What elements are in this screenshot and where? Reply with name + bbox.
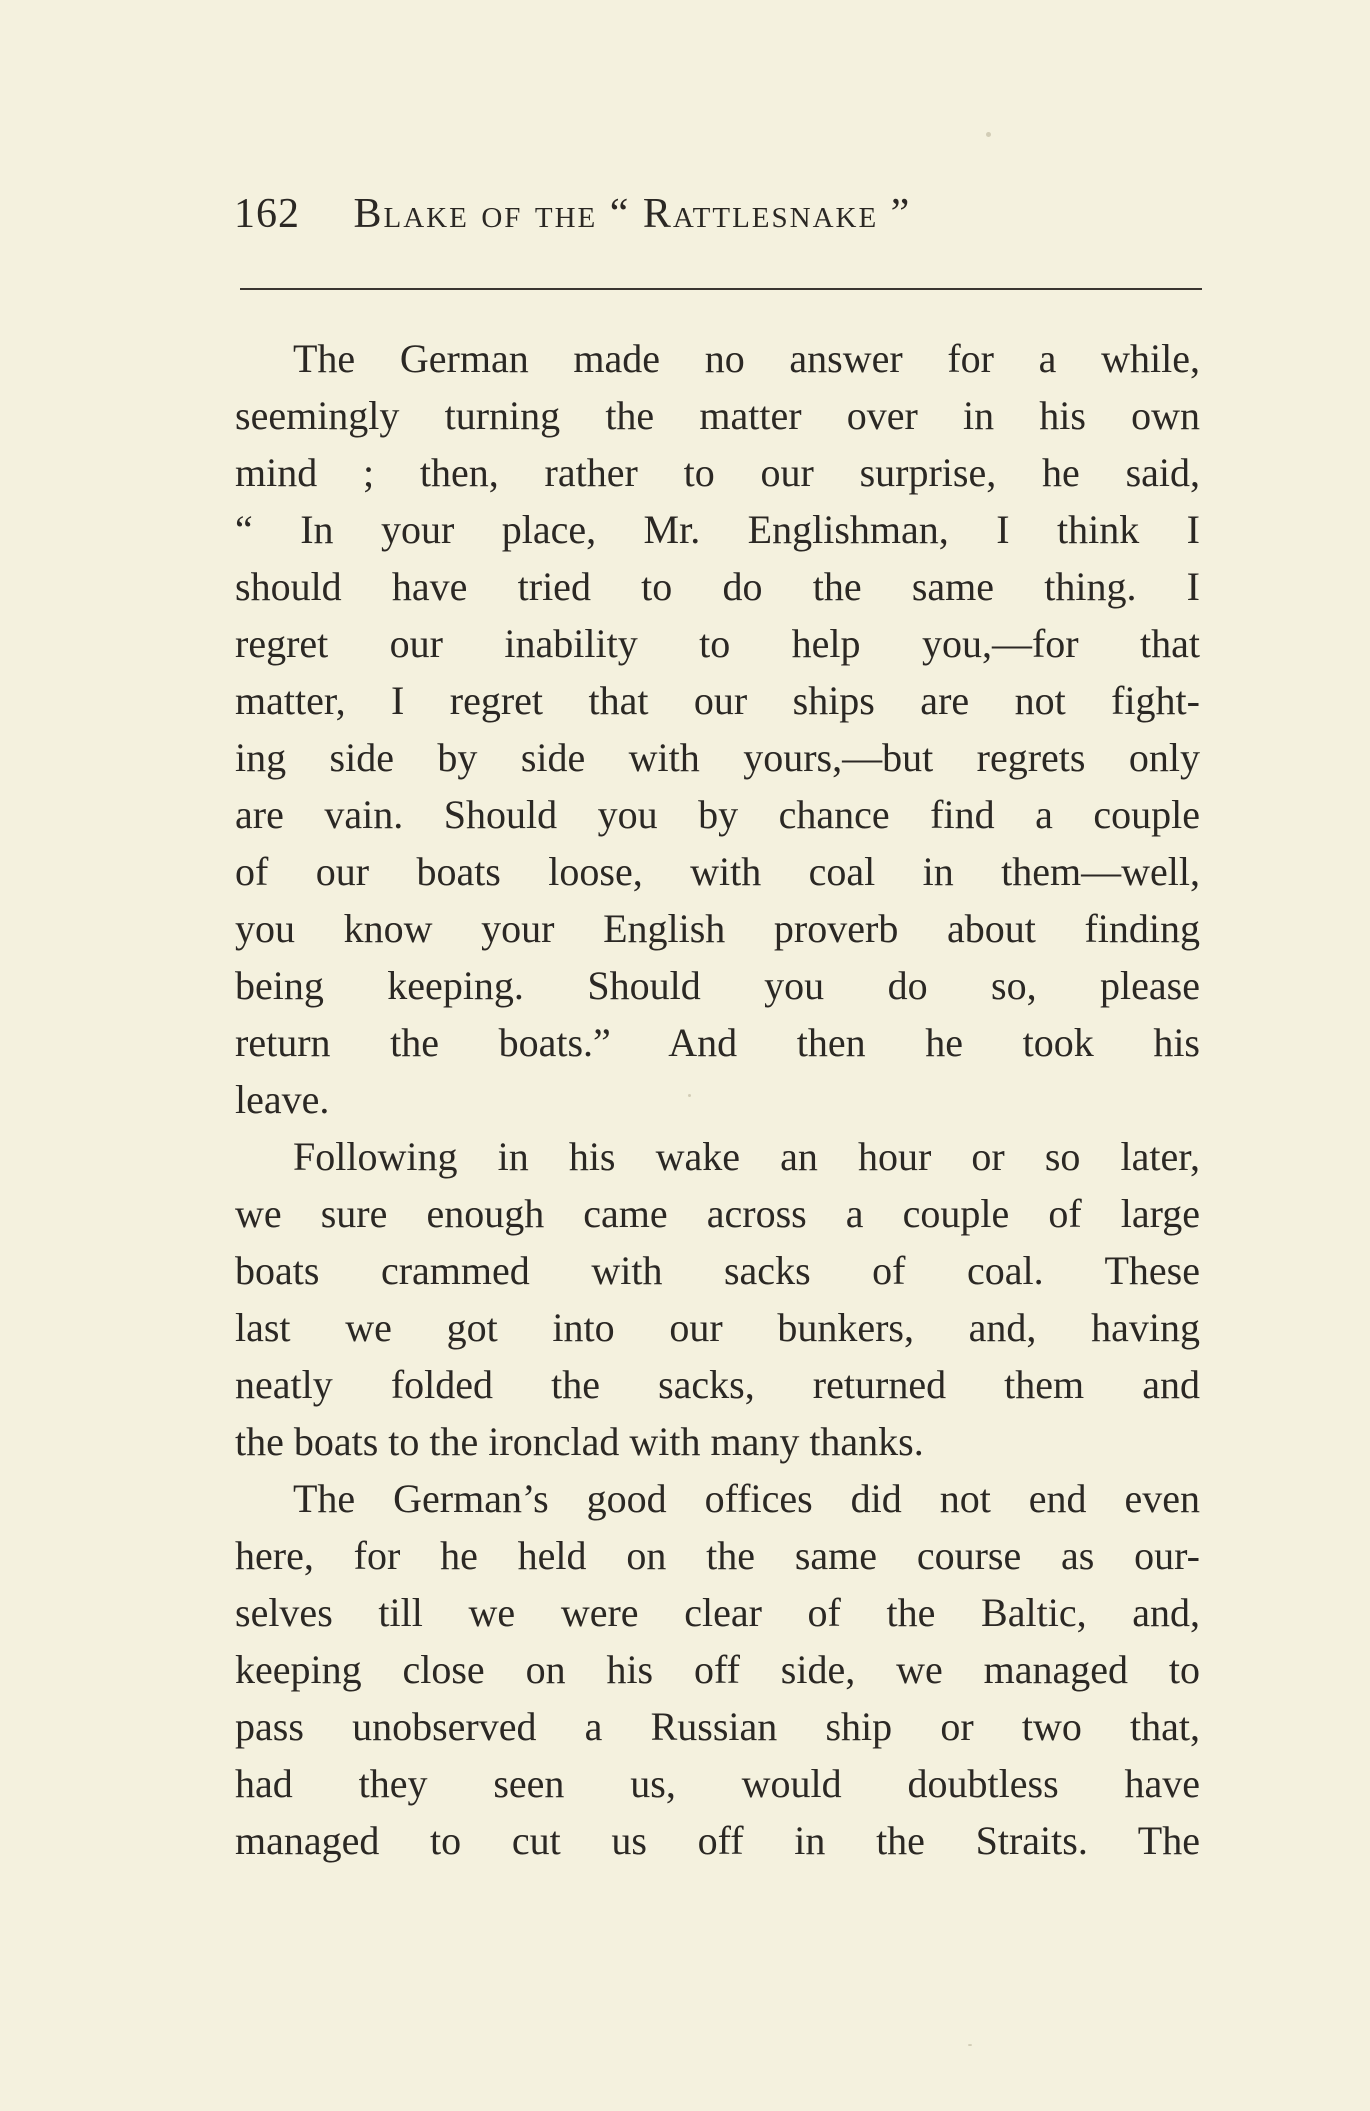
header-rule — [240, 288, 1202, 290]
running-title: Blake of the “ Rattlesnake ” — [353, 191, 912, 237]
text-line: leave. — [235, 1077, 330, 1122]
text-line: regret our inability to help you,—for that — [235, 621, 1200, 666]
text-line: last we got into our bunkers, and, having — [235, 1305, 1200, 1350]
text-line: had they seen us, would doubtless have — [235, 1761, 1200, 1806]
text-line: The German made no answer for a while, — [293, 336, 1200, 381]
text-line: ing side by side with yours,—but regrets only — [235, 735, 1200, 780]
text-line: The German’s good offices did not end even — [293, 1476, 1200, 1521]
text-line: return the boats.” And then he took his — [235, 1020, 1200, 1065]
text-line: “ In your place, Mr. Englishman, I think I — [235, 507, 1200, 552]
text-line: should have tried to do the same thing. I — [235, 564, 1200, 609]
text-line: are vain. Should you by chance find a couple — [235, 792, 1200, 837]
text-line: mind ; then, rather to our surprise, he said, — [235, 450, 1200, 495]
text-line: Following in his wake an hour or so later, — [293, 1134, 1200, 1179]
paper-speck — [968, 2044, 972, 2046]
page-header — [234, 190, 1204, 246]
paper-speck — [688, 1094, 691, 1097]
text-line: managed to cut us off in the Straits. The — [235, 1818, 1200, 1863]
text-line: selves till we were clear of the Baltic, and, — [235, 1590, 1200, 1635]
paper-speck — [986, 132, 991, 137]
text-line: here, for he held on the same course as our- — [235, 1533, 1200, 1578]
text-line: pass unobserved a Russian ship or two that, — [235, 1704, 1200, 1749]
text-line: you know your English proverb about finding — [235, 906, 1200, 951]
text-line: keeping close on his off side, we managed to — [235, 1647, 1200, 1692]
text-line: neatly folded the sacks, returned them and — [235, 1362, 1200, 1407]
page-number: 162 — [234, 191, 300, 237]
text-line: boats crammed with sacks of coal. These — [235, 1248, 1200, 1293]
text-line: seemingly turning the matter over in his own — [235, 393, 1200, 438]
text-line: we sure enough came across a couple of large — [235, 1191, 1200, 1236]
text-line: of our boats loose, with coal in them—well, — [235, 849, 1200, 894]
body-text — [235, 330, 1200, 1869]
text-line: matter, I regret that our ships are not fight- — [235, 678, 1200, 723]
text-line: being keeping. Should you do so, please — [235, 963, 1200, 1008]
text-line: the boats to the ironclad with many thanks. — [235, 1419, 924, 1464]
